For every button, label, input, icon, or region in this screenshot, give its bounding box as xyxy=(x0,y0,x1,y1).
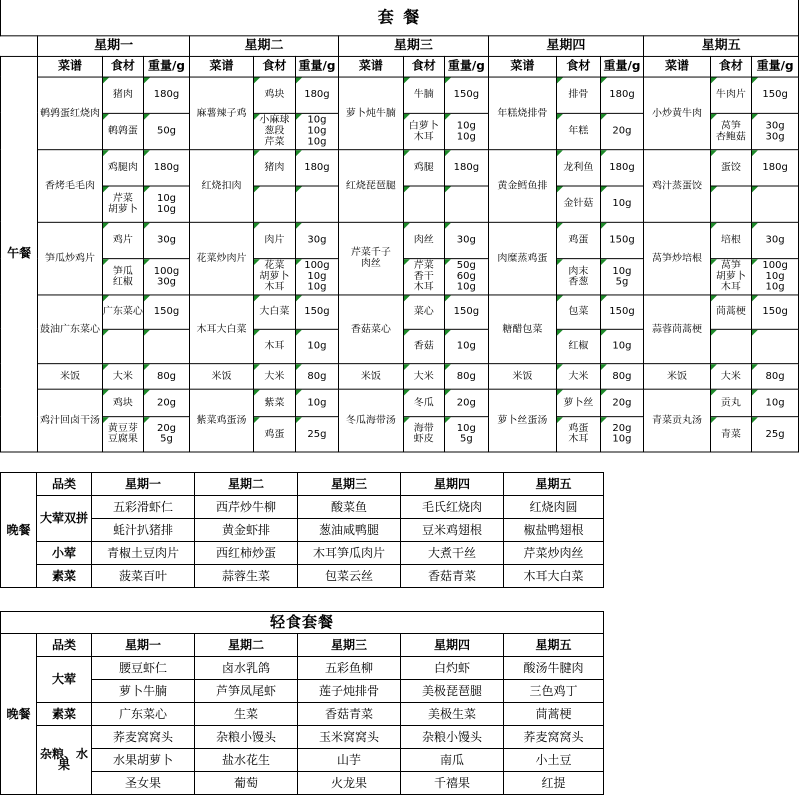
dish-name: 生菜 xyxy=(195,703,298,726)
dish-name: 糖醋包菜 xyxy=(488,294,556,363)
weight: 150g xyxy=(752,77,799,113)
dish-name: 青椒土豆肉片 xyxy=(92,542,195,565)
dish-name: 美极琵琶腿 xyxy=(401,680,504,703)
day-header: 星期三 xyxy=(339,35,488,56)
weight: 10g xyxy=(600,329,644,363)
weight xyxy=(752,329,799,363)
dish-name: 酸菜鱼 xyxy=(298,496,401,519)
weight: 10g xyxy=(752,389,799,416)
dish-name: 广东菜心 xyxy=(92,703,195,726)
day-header: 星期四 xyxy=(488,35,644,56)
dish-name: 莲子炖排骨 xyxy=(298,680,401,703)
column-header: 重量/g xyxy=(752,56,799,77)
ingredient: 笋瓜 红椒 xyxy=(102,258,144,294)
day-header: 星期四 xyxy=(401,634,504,657)
weight: 80g xyxy=(144,363,190,389)
ingredient: 金针菇 xyxy=(557,186,601,222)
ingredient: 芹菜 胡萝卜 xyxy=(102,186,144,222)
weight xyxy=(144,329,190,363)
ingredient: 菜心 xyxy=(403,294,445,328)
ingredient: 贡丸 xyxy=(710,389,752,416)
weight: 10g 10g xyxy=(144,186,190,222)
dish-name: 荞麦窝窝头 xyxy=(92,726,195,749)
day-header: 星期三 xyxy=(298,473,401,496)
day-header: 星期五 xyxy=(644,35,799,56)
dish-name: 红提 xyxy=(504,772,604,795)
dish-name: 麻薯辣子鸡 xyxy=(189,77,253,150)
dish-name: 笋瓜炒鸡片 xyxy=(38,222,102,295)
column-header: 菜谱 xyxy=(189,56,253,77)
weight: 100g 10g 10g xyxy=(752,258,799,294)
ingredient: 莴笋 杏鲍菇 xyxy=(710,113,752,149)
weight: 10g xyxy=(600,186,644,222)
ingredient: 大米 xyxy=(403,363,445,389)
dish-name: 荞麦窝窝头 xyxy=(504,726,604,749)
weight: 30g xyxy=(752,222,799,258)
light-dinner-label: 晚餐 xyxy=(1,634,37,795)
dish-name: 冬瓜海带汤 xyxy=(339,389,403,452)
weight: 20g xyxy=(445,389,489,416)
dish-name: 圣女果 xyxy=(92,772,195,795)
weight: 10g 10g xyxy=(445,113,489,149)
weight: 20g 5g xyxy=(144,416,190,451)
dish-name: 五彩鱼柳 xyxy=(298,657,401,680)
column-header: 重量/g xyxy=(295,56,339,77)
weight: 30g xyxy=(445,222,489,258)
ingredient: 香菇 xyxy=(403,329,445,363)
light-table xyxy=(0,611,604,795)
dish-name: 南瓜 xyxy=(401,749,504,772)
dinner-table xyxy=(0,472,604,588)
column-header: 食材 xyxy=(254,56,296,77)
ingredient: 广东菜心 xyxy=(102,294,144,328)
dish-name: 葡萄 xyxy=(195,772,298,795)
column-header: 重量/g xyxy=(600,56,644,77)
weight: 50g 60g 10g xyxy=(445,258,489,294)
day-header: 星期三 xyxy=(298,634,401,657)
dish-name: 年糕烧排骨 xyxy=(488,77,556,150)
ingredient: 鸡片 xyxy=(102,222,144,258)
dish-name: 五彩滑虾仁 xyxy=(92,496,195,519)
weight: 20g xyxy=(600,113,644,149)
dish-name: 红烧肉圆 xyxy=(504,496,604,519)
weight xyxy=(295,186,339,222)
weight: 180g xyxy=(600,77,644,113)
ingredient: 包菜 xyxy=(557,294,601,328)
day-header: 星期一 xyxy=(92,473,195,496)
dish-name: 花菜炒肉片 xyxy=(189,222,253,295)
weight: 150g xyxy=(600,294,644,328)
weight: 10g 10g 10g xyxy=(295,113,339,149)
dish-name: 青菜贡丸汤 xyxy=(644,389,710,452)
column-header: 菜谱 xyxy=(644,56,710,77)
category-label: 大荤 xyxy=(37,657,92,703)
lunch-label: 午餐 xyxy=(1,56,38,452)
dish-name: 香烤毛毛肉 xyxy=(38,149,102,222)
dish-name: 卤水乳鸽 xyxy=(195,657,298,680)
ingredient: 大米 xyxy=(557,363,601,389)
ingredient: 牛肉片 xyxy=(710,77,752,113)
page-title: 套 餐 xyxy=(1,0,799,35)
ingredient: 鸡块 xyxy=(254,77,296,113)
ingredient: 鸡蛋 xyxy=(254,416,296,451)
weight: 180g xyxy=(144,149,190,185)
weight: 100g 10g 10g xyxy=(295,258,339,294)
weight: 25g xyxy=(752,416,799,451)
weight: 20g xyxy=(600,389,644,416)
weight: 10g xyxy=(295,389,339,416)
weight: 50g xyxy=(144,113,190,149)
column-header: 食材 xyxy=(710,56,752,77)
weight: 30g 30g xyxy=(752,113,799,149)
dish-name: 紫菜鸡蛋汤 xyxy=(189,389,253,452)
day-header: 星期二 xyxy=(195,473,298,496)
category-label: 素菜 xyxy=(37,703,92,726)
dish-name: 肉糜蒸鸡蛋 xyxy=(488,222,556,295)
dish-name: 腰豆虾仁 xyxy=(92,657,195,680)
dish-name: 茼蒿梗 xyxy=(504,703,604,726)
day-header: 星期一 xyxy=(38,35,189,56)
dish-name: 美极生菜 xyxy=(401,703,504,726)
dish-name: 西芹炒牛柳 xyxy=(195,496,298,519)
column-header: 重量/g xyxy=(144,56,190,77)
weight: 180g xyxy=(445,149,489,185)
dish-name: 菠菜百叶 xyxy=(92,565,195,588)
column-header: 食材 xyxy=(102,56,144,77)
dish-name: 芹菜千子 肉丝 xyxy=(339,222,403,295)
light-title: 轻食套餐 xyxy=(1,612,604,634)
ingredient: 鸡蛋 xyxy=(557,222,601,258)
day-header: 星期五 xyxy=(504,634,604,657)
weight: 150g xyxy=(752,294,799,328)
weight: 10g xyxy=(295,329,339,363)
dish-name: 玉米窝窝头 xyxy=(298,726,401,749)
dinner-label: 晚餐 xyxy=(1,473,37,588)
dish-name: 火龙果 xyxy=(298,772,401,795)
dish-name: 米饭 xyxy=(38,363,102,389)
ingredient xyxy=(403,186,445,222)
weight: 150g xyxy=(144,294,190,328)
ingredient xyxy=(102,329,144,363)
dish-name: 小土豆 xyxy=(504,749,604,772)
dish-name: 白灼虾 xyxy=(401,657,504,680)
column-header: 重量/g xyxy=(445,56,489,77)
ingredient: 鸡蛋 木耳 xyxy=(557,416,601,451)
ingredient: 年糕 xyxy=(557,113,601,149)
ingredient: 莴笋 胡萝卜 木耳 xyxy=(710,258,752,294)
dish-name: 莴笋炒培根 xyxy=(644,222,710,295)
dish-name: 杂粮小馒头 xyxy=(195,726,298,749)
dish-name: 黄金虾排 xyxy=(195,519,298,542)
dish-name: 萝卜牛腩 xyxy=(92,680,195,703)
weight: 180g xyxy=(295,77,339,113)
ingredient: 猪肉 xyxy=(254,149,296,185)
dish-name: 萝卜丝蛋汤 xyxy=(488,389,556,452)
dish-name: 山芋 xyxy=(298,749,401,772)
weight: 30g xyxy=(144,222,190,258)
dish-name: 鸡汁回卤干汤 xyxy=(38,389,102,452)
weight: 180g xyxy=(600,149,644,185)
dish-name: 萝卜炖牛腩 xyxy=(339,77,403,150)
ingredient: 茼蒿梗 xyxy=(710,294,752,328)
category-header: 品类 xyxy=(37,634,92,657)
dish-name: 红烧扣肉 xyxy=(189,149,253,222)
dish-name: 木耳笋瓜肉片 xyxy=(298,542,401,565)
dish-name: 毛氏红烧肉 xyxy=(401,496,504,519)
weight: 150g xyxy=(600,222,644,258)
ingredient: 木耳 xyxy=(254,329,296,363)
dish-name: 三色鸡丁 xyxy=(504,680,604,703)
ingredient: 大米 xyxy=(254,363,296,389)
dish-name: 香菇青菜 xyxy=(401,565,504,588)
day-header: 星期四 xyxy=(401,473,504,496)
ingredient: 冬瓜 xyxy=(403,389,445,416)
dish-name: 水果胡萝卜 xyxy=(92,749,195,772)
day-header: 星期一 xyxy=(92,634,195,657)
day-header: 星期二 xyxy=(195,634,298,657)
weight: 80g xyxy=(752,363,799,389)
dish-name: 黄金鳕鱼排 xyxy=(488,149,556,222)
dish-name: 米饭 xyxy=(339,363,403,389)
category-label: 杂粮、水果 xyxy=(37,726,92,795)
weight: 150g xyxy=(445,77,489,113)
dish-name: 盐水花生 xyxy=(195,749,298,772)
dish-name: 椒盐鸭翅根 xyxy=(504,519,604,542)
ingredient: 萝卜丝 xyxy=(557,389,601,416)
column-header: 食材 xyxy=(557,56,601,77)
ingredient: 鸡块 xyxy=(102,389,144,416)
ingredient: 大白菜 xyxy=(254,294,296,328)
dish-name: 米饭 xyxy=(189,363,253,389)
category-label: 小荤 xyxy=(37,542,92,565)
column-header: 菜谱 xyxy=(38,56,102,77)
ingredient: 鸡腿肉 xyxy=(102,149,144,185)
dish-name: 包菜云丝 xyxy=(298,565,401,588)
ingredient: 龙利鱼 xyxy=(557,149,601,185)
dish-name: 酸汤牛腱肉 xyxy=(504,657,604,680)
weight: 150g xyxy=(295,294,339,328)
dish-name: 杂粮小馒头 xyxy=(401,726,504,749)
dish-name: 芦笋凤尾虾 xyxy=(195,680,298,703)
ingredient: 牛腩 xyxy=(403,77,445,113)
weight: 20g 10g xyxy=(600,416,644,451)
weight: 30g xyxy=(295,222,339,258)
weight: 180g xyxy=(144,77,190,113)
dish-name: 豆米鸡翅根 xyxy=(401,519,504,542)
ingredient: 猪肉 xyxy=(102,77,144,113)
ingredient: 肉末 香葱 xyxy=(557,258,601,294)
weight: 20g xyxy=(144,389,190,416)
ingredient: 鸡腿 xyxy=(403,149,445,185)
weight: 10g xyxy=(445,329,489,363)
dish-name: 芹菜炒肉丝 xyxy=(504,542,604,565)
dish-name: 蒜蓉生菜 xyxy=(195,565,298,588)
ingredient: 鹌鹑蛋 xyxy=(102,113,144,149)
weight: 80g xyxy=(295,363,339,389)
dish-name: 蒜蓉茼蒿梗 xyxy=(644,294,710,363)
ingredient: 肉丝 xyxy=(403,222,445,258)
ingredient: 红椒 xyxy=(557,329,601,363)
weight: 100g 30g xyxy=(144,258,190,294)
ingredient: 青菜 xyxy=(710,416,752,451)
column-header: 菜谱 xyxy=(488,56,556,77)
weight: 80g xyxy=(600,363,644,389)
dish-name: 香菇青菜 xyxy=(298,703,401,726)
day-header: 星期五 xyxy=(504,473,604,496)
ingredient xyxy=(710,186,752,222)
ingredient xyxy=(254,186,296,222)
column-header: 食材 xyxy=(403,56,445,77)
ingredient xyxy=(710,329,752,363)
dish-name: 蚝汁扒猪排 xyxy=(92,519,195,542)
ingredient: 花菜 胡萝卜 木耳 xyxy=(254,258,296,294)
dish-name: 米饭 xyxy=(488,363,556,389)
dish-name: 千禧果 xyxy=(401,772,504,795)
dish-name: 西红柿炒蛋 xyxy=(195,542,298,565)
column-header: 菜谱 xyxy=(339,56,403,77)
weight: 150g xyxy=(445,294,489,328)
dish-name: 鼓油广东菜心 xyxy=(38,294,102,363)
dish-name: 米饭 xyxy=(644,363,710,389)
ingredient: 小麻球 葱段 芹菜 xyxy=(254,113,296,149)
ingredient: 黄豆芽 豆腐果 xyxy=(102,416,144,451)
ingredient: 大米 xyxy=(102,363,144,389)
weight: 25g xyxy=(295,416,339,451)
weight: 80g xyxy=(445,363,489,389)
ingredient: 海带 虾皮 xyxy=(403,416,445,451)
weight: 10g 5g xyxy=(600,258,644,294)
dish-name: 葱油咸鸭腿 xyxy=(298,519,401,542)
ingredient: 排骨 xyxy=(557,77,601,113)
category-label: 大荤双拼 xyxy=(37,496,92,542)
weight: 180g xyxy=(752,149,799,185)
dish-name: 鹌鹑蛋红烧肉 xyxy=(38,77,102,150)
day-header: 星期二 xyxy=(189,35,338,56)
dish-name: 鸡汁蒸蛋饺 xyxy=(644,149,710,222)
dish-name: 木耳大白菜 xyxy=(189,294,253,363)
ingredient: 芹菜 香干 木耳 xyxy=(403,258,445,294)
ingredient: 肉片 xyxy=(254,222,296,258)
dish-name: 大煮干丝 xyxy=(401,542,504,565)
ingredient: 大米 xyxy=(710,363,752,389)
ingredient: 蛋饺 xyxy=(710,149,752,185)
weight xyxy=(445,186,489,222)
weight: 180g xyxy=(295,149,339,185)
weight: 10g 5g xyxy=(445,416,489,451)
ingredient: 紫菜 xyxy=(254,389,296,416)
dish-name: 小炒黄牛肉 xyxy=(644,77,710,150)
dish-name: 木耳大白菜 xyxy=(504,565,604,588)
ingredient: 白萝卜 木耳 xyxy=(403,113,445,149)
ingredient: 培根 xyxy=(710,222,752,258)
category-header: 品类 xyxy=(37,473,92,496)
weight xyxy=(752,186,799,222)
dish-name: 香菇菜心 xyxy=(339,294,403,363)
category-label: 素菜 xyxy=(37,565,92,588)
dish-name: 红烧琵琶腿 xyxy=(339,149,403,222)
